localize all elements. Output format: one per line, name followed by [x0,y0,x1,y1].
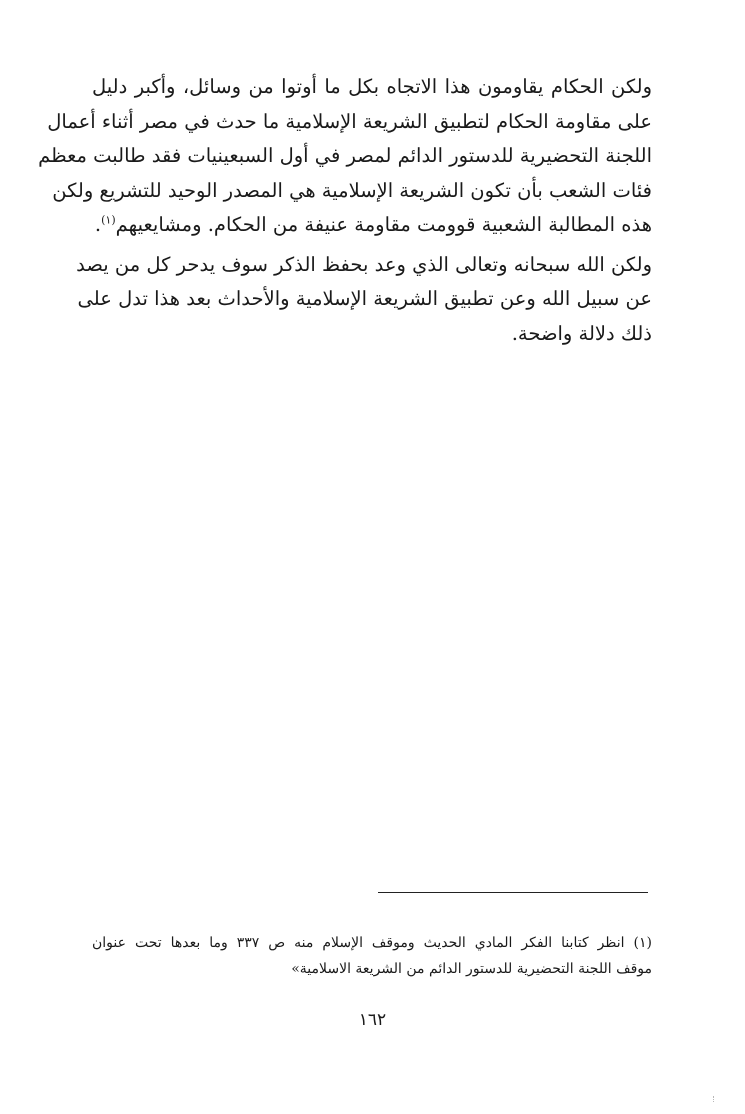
paragraph-1 [38,70,652,243]
scan-speck [713,1096,717,1102]
text-line: ولكن الله سبحانه وتعالى الذي وعد بحفظ الذكر سوف يدحر كل من يصد [76,252,652,276]
sentence-end: . [94,213,102,236]
footnote-divider [378,892,648,893]
text-line-last [92,208,652,243]
text-line: ولكن الحكام يقاومون هذا الاتجاه بكل ما أوتوا من وسائل، وأكبر دليل [92,75,652,98]
footnote-1 [92,930,652,982]
text-line: على مقاومة الحكام لتطبيق الشريعة الإسلامية ما حدث في مصر أثناء أعمال [47,109,652,133]
text-line: فئات الشعب بأن تكون الشريعة الإسلامية هي المصدر الوحيد للتشريع ولكن [52,178,652,202]
text-line: اللجنة التحضيرية للدستور الدائم لمصر في أول السبعينيات فقد طالبت معظم [38,144,652,167]
footnote-line: (١) انظر كتابنا الفكر المادي الحديث وموقف الإسلام منه ص ٣٣٧ وما بعدها تحت عنوان [92,935,653,951]
page-number: ١٦٢ [358,1010,387,1030]
text-line: هذه المطالبة الشعبية قوومت مقاومة عنيفة من الحكام. ومشايعيهم [115,213,652,236]
footnote-reference[interactable]: (١) [101,213,116,227]
footnotes-section [92,930,652,982]
main-text [38,70,652,351]
paragraph-2 [76,248,652,352]
text-line: ذلك دلالة واضحة. [511,321,652,345]
text-line: عن سبيل الله وعن تطبيق الشريعة الإسلامية والأحداث بعد هذا تدل على [77,287,652,310]
footnote-line: موقف اللجنة التحضيرية للدستور الدائم من الشريعة الاسلامية» [291,961,652,977]
